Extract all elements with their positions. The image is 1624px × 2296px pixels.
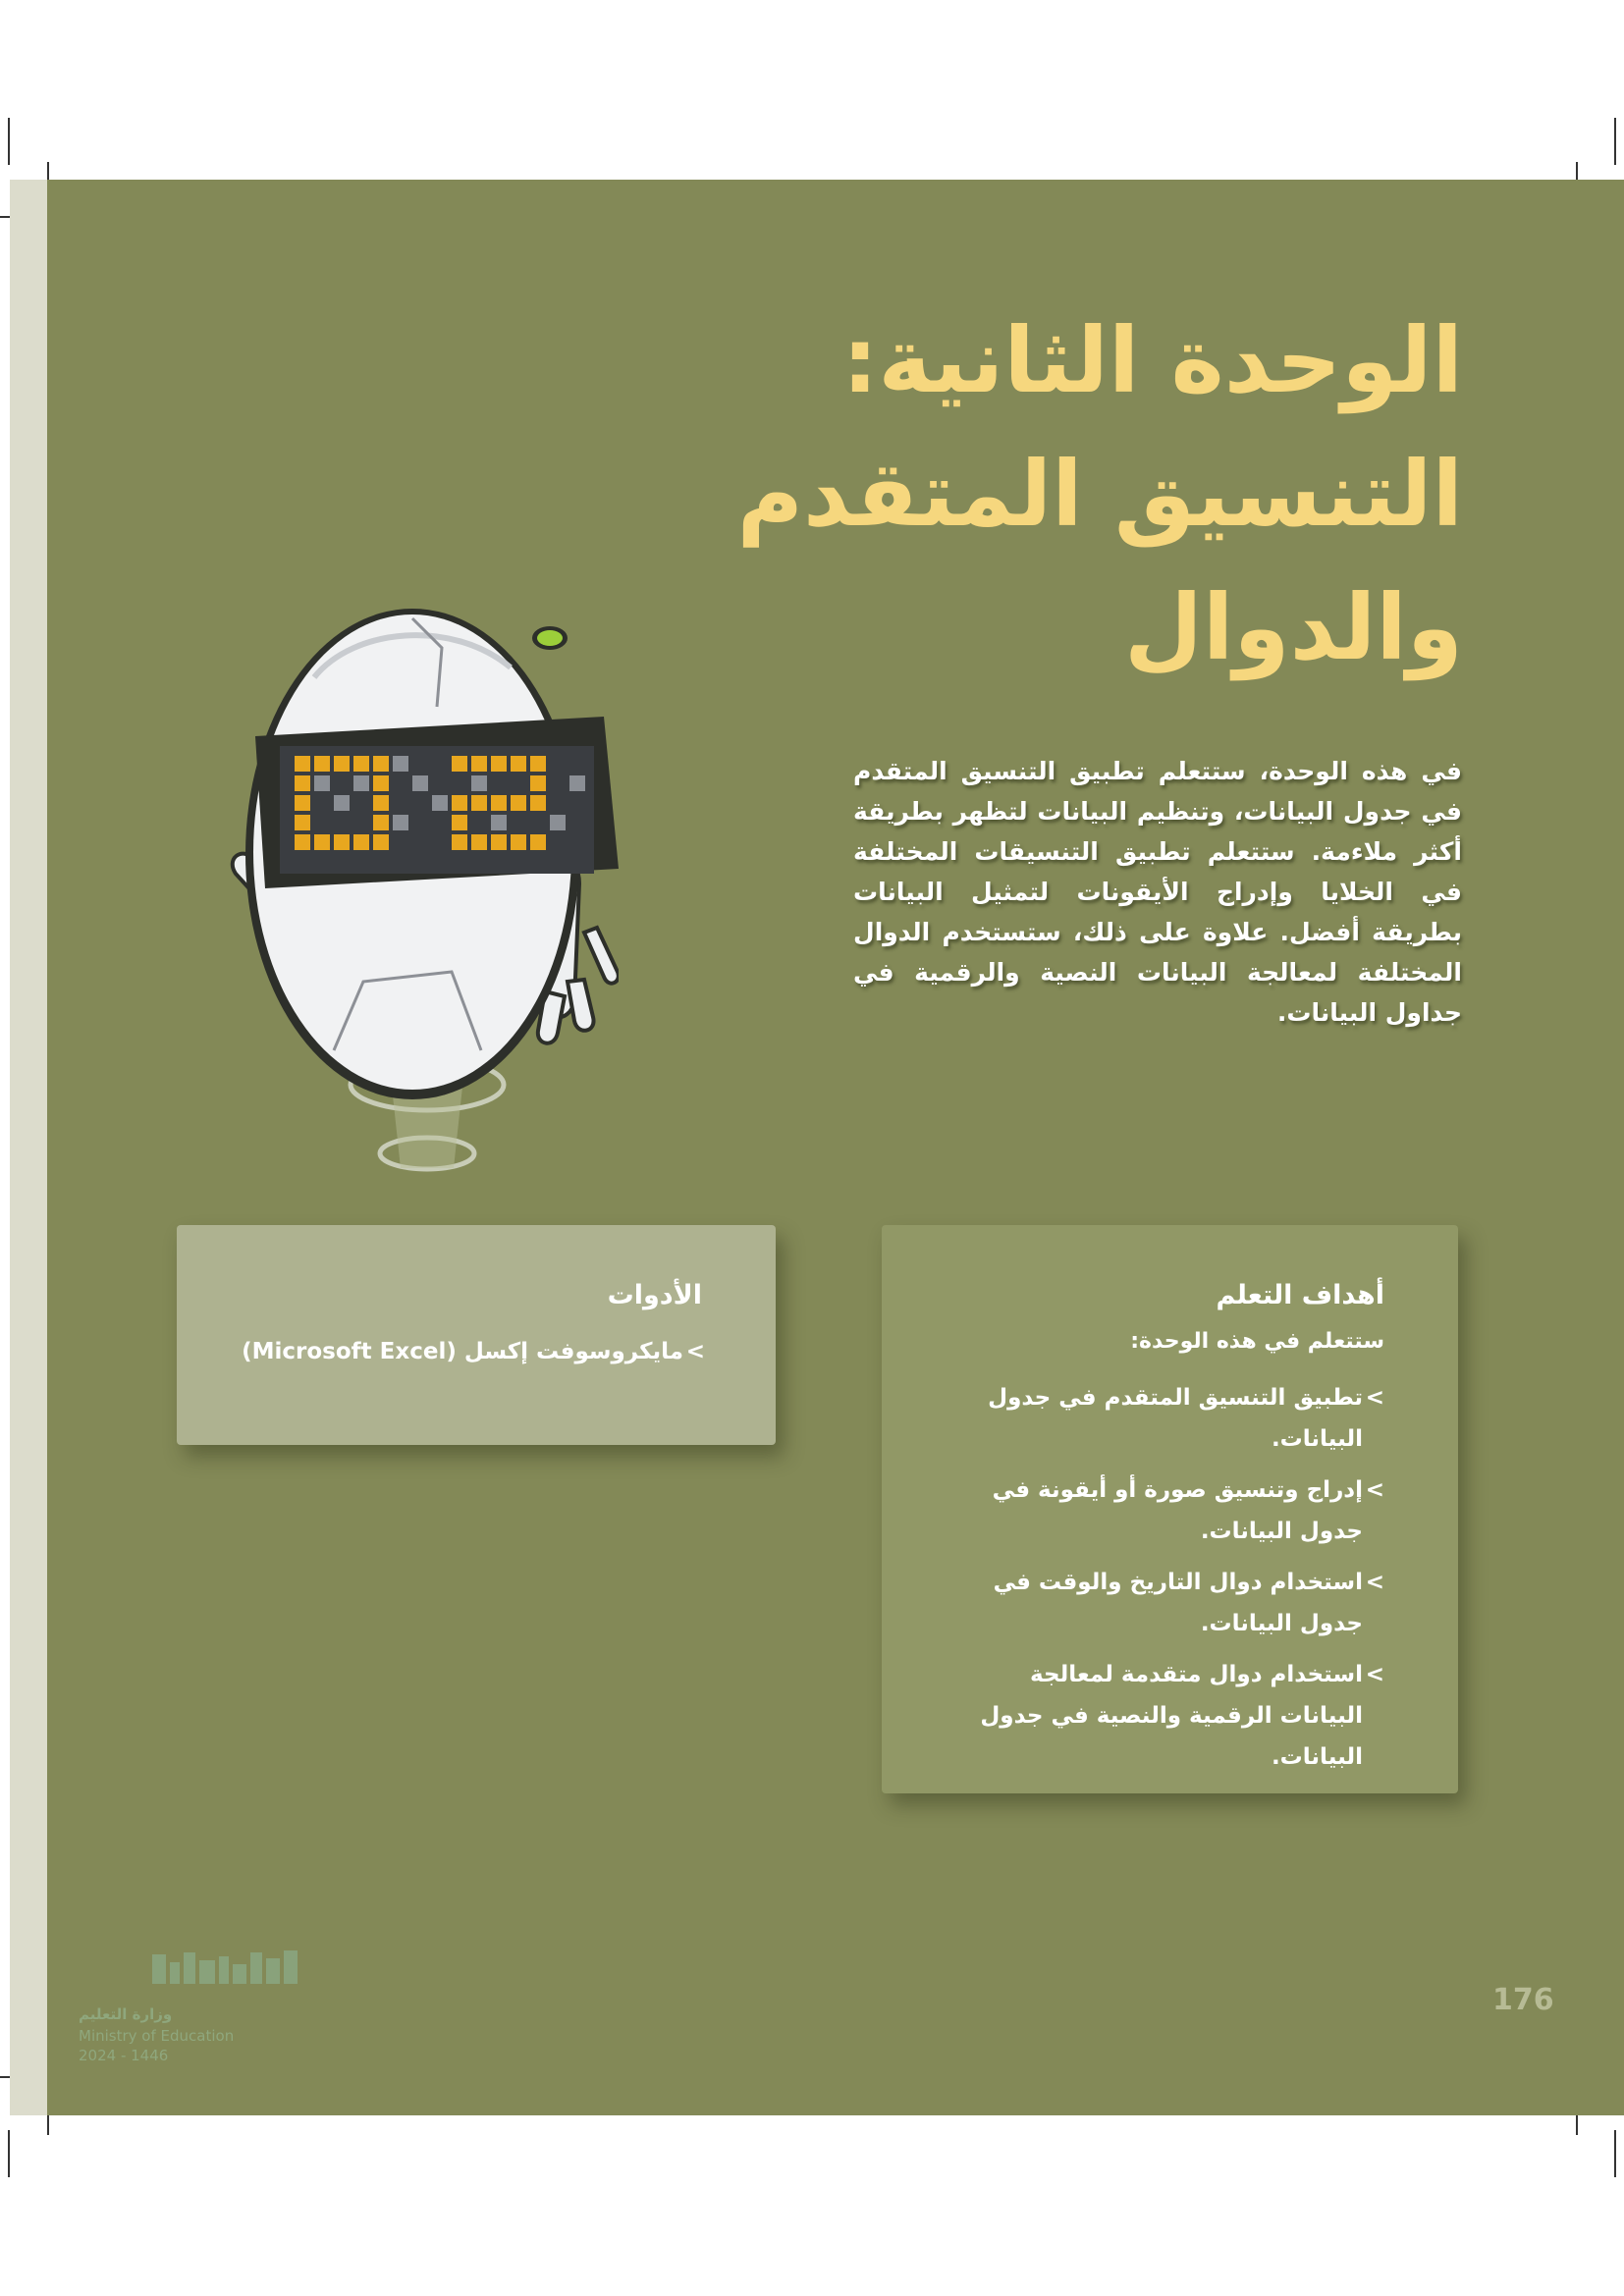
tools-list bbox=[242, 1331, 705, 1372]
learning-goal-text: استخدام دوال متقدمة لمعالجة البيانات الرقمية والنصية في جدول البيانات. bbox=[980, 1662, 1363, 1770]
crop-mark bbox=[8, 118, 10, 165]
page-spine bbox=[10, 180, 47, 2115]
unit-introduction: في هذه الوحدة، ستتعلم تطبيق التنسيق المتقدم في جدول البيانات، وتنظيم البيانات لتظهر بطريقة أكثر ملاءمة. ستتعلم تطبيق التنسيقات المختلفة في الخلايا وإدراج الأيقونات لتمثيل البيانات بطريقة أفضل. علاوة على ذلك، ستستخدم الدوال المختلفة لمعالجة البيانات النصية والرقمية في جداول البيانات. bbox=[853, 757, 1462, 1027]
learning-goals-heading: أهداف التعلم bbox=[1216, 1280, 1384, 1310]
crop-mark bbox=[8, 2130, 10, 2177]
edition-year: 2024 - 1446 bbox=[79, 2047, 169, 2064]
ministry-of-education-logo bbox=[152, 1949, 299, 1998]
list-item bbox=[242, 1331, 705, 1372]
learning-goal-text: استخدام دوال التاريخ والوقت في جدول البيانات. bbox=[993, 1570, 1363, 1636]
unit-title-line-1: الوحدة الثانية: bbox=[841, 308, 1463, 413]
crop-mark bbox=[1614, 2130, 1616, 2177]
unit-title-line-2: التنسيق المتقدم والدوال bbox=[736, 442, 1463, 680]
bullet-mark: > bbox=[1365, 1662, 1384, 1687]
robot-mascot-icon bbox=[226, 589, 619, 1188]
bullet-mark: > bbox=[1365, 1385, 1384, 1411]
unit-title bbox=[481, 294, 1463, 695]
tool-text: مايكروسوفت إكسل (Microsoft Excel) bbox=[242, 1339, 683, 1364]
crop-mark bbox=[1614, 118, 1616, 165]
bullet-mark: > bbox=[1365, 1477, 1384, 1503]
learning-goals-intro: ستتعلم في هذه الوحدة: bbox=[1130, 1329, 1384, 1354]
learning-goals-list bbox=[952, 1377, 1384, 1788]
ministry-english-name: Ministry of Education bbox=[79, 2027, 235, 2045]
bullet-mark: > bbox=[685, 1339, 705, 1364]
list-item bbox=[952, 1654, 1384, 1778]
bullet-mark: > bbox=[1365, 1570, 1384, 1595]
learning-goal-text: تطبيق التنسيق المتقدم في جدول البيانات. bbox=[988, 1385, 1363, 1452]
tools-card bbox=[177, 1225, 776, 1445]
list-item bbox=[952, 1562, 1384, 1644]
tools-heading: الأدوات bbox=[607, 1280, 702, 1310]
learning-goals-card bbox=[882, 1225, 1458, 1793]
list-item bbox=[952, 1469, 1384, 1552]
ministry-watermark bbox=[79, 1939, 314, 2076]
ministry-arabic-name: وزارة التعليم bbox=[79, 2005, 173, 2023]
list-item bbox=[952, 1377, 1384, 1460]
learning-goal-text: إدراج وتنسيق صورة أو أيقونة في جدول البيانات. bbox=[992, 1477, 1363, 1544]
page-number: 176 bbox=[1492, 1983, 1554, 2017]
